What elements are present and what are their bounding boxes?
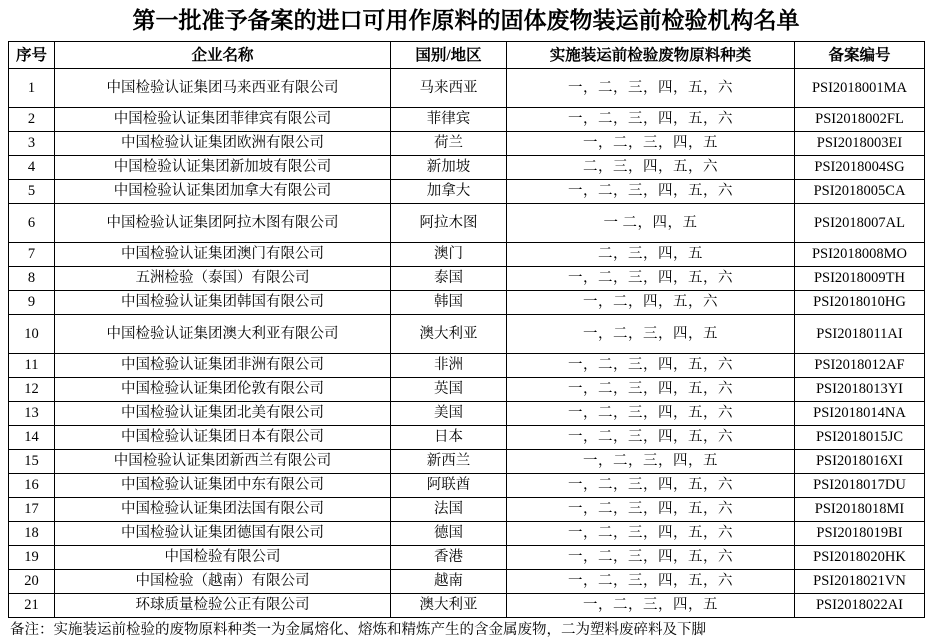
cell-code: PSI2018013YI	[795, 378, 925, 402]
cell-types: 一，二，三，四，五，六	[507, 108, 795, 132]
cell-no: 4	[9, 156, 55, 180]
cell-code: PSI2018019BI	[795, 522, 925, 546]
cell-company: 中国检验认证集团法国有限公司	[55, 498, 391, 522]
cell-types: 一，二，三，四，五，六	[507, 570, 795, 594]
cell-no: 2	[9, 108, 55, 132]
cell-code: PSI2018011AI	[795, 315, 925, 354]
cell-types: 一，二，三，四，五，六	[507, 267, 795, 291]
cell-country: 阿拉木图	[391, 204, 507, 243]
cell-types: 一，二，三，四，五，六	[507, 426, 795, 450]
cell-code: PSI2018009TH	[795, 267, 925, 291]
cell-country: 法国	[391, 498, 507, 522]
cell-company: 中国检验认证集团澳大利亚有限公司	[55, 315, 391, 354]
cell-types: 一，二，四，五，六	[507, 291, 795, 315]
cell-code: PSI2018014NA	[795, 402, 925, 426]
cell-types: 一，二，三，四，五，六	[507, 180, 795, 204]
cell-code: PSI2018003EI	[795, 132, 925, 156]
cell-types: 一，二，三，四，五，六	[507, 354, 795, 378]
cell-company: 中国检验认证集团加拿大有限公司	[55, 180, 391, 204]
cell-code: PSI2018016XI	[795, 450, 925, 474]
column-header-types: 实施装运前检验废物原料种类	[507, 42, 795, 69]
cell-types: 一，二，三，四，五，六	[507, 378, 795, 402]
cell-country: 澳大利亚	[391, 315, 507, 354]
table-row	[9, 132, 925, 156]
cell-no: 16	[9, 474, 55, 498]
cell-company: 中国检验认证集团欧洲有限公司	[55, 132, 391, 156]
cell-no: 14	[9, 426, 55, 450]
cell-company: 中国检验认证集团伦敦有限公司	[55, 378, 391, 402]
cell-country: 澳大利亚	[391, 594, 507, 618]
table-row	[9, 204, 925, 243]
cell-company: 中国检验认证集团中东有限公司	[55, 474, 391, 498]
cell-company: 中国检验认证集团澳门有限公司	[55, 243, 391, 267]
cell-no: 6	[9, 204, 55, 243]
cell-types: 一，二，三，四，五	[507, 315, 795, 354]
cell-country: 加拿大	[391, 180, 507, 204]
cell-no: 20	[9, 570, 55, 594]
cell-no: 7	[9, 243, 55, 267]
cell-country: 菲律宾	[391, 108, 507, 132]
cell-types: 二，三，四，五	[507, 243, 795, 267]
table-row	[9, 426, 925, 450]
cell-no: 9	[9, 291, 55, 315]
cell-no: 5	[9, 180, 55, 204]
cell-country: 美国	[391, 402, 507, 426]
cell-company: 中国检验认证集团新加坡有限公司	[55, 156, 391, 180]
cell-types: 一，二，三，四，五	[507, 450, 795, 474]
inspection-agencies-table	[8, 41, 925, 618]
table-row	[9, 180, 925, 204]
cell-country: 日本	[391, 426, 507, 450]
cell-types: 一，二，三，四，五，六	[507, 402, 795, 426]
cell-types: 一，二，三，四，五，六	[507, 474, 795, 498]
table-row	[9, 354, 925, 378]
cell-company: 五洲检验（泰国）有限公司	[55, 267, 391, 291]
cell-no: 12	[9, 378, 55, 402]
page-title: 第一批准予备案的进口可用作原料的固体废物装运前检验机构名单	[132, 8, 800, 33]
table-row	[9, 69, 925, 108]
cell-code: PSI2018012AF	[795, 354, 925, 378]
cell-no: 21	[9, 594, 55, 618]
cell-company: 中国检验认证集团阿拉木图有限公司	[55, 204, 391, 243]
cell-company: 中国检验（越南）有限公司	[55, 570, 391, 594]
column-header-code: 备案编号	[795, 42, 925, 69]
cell-no: 17	[9, 498, 55, 522]
cell-country: 马来西亚	[391, 69, 507, 108]
cell-no: 15	[9, 450, 55, 474]
cell-types: 一，二，三，四，五	[507, 132, 795, 156]
cell-no: 10	[9, 315, 55, 354]
cell-company: 中国检验认证集团北美有限公司	[55, 402, 391, 426]
cell-country: 新西兰	[391, 450, 507, 474]
column-header-no: 序号	[9, 42, 55, 69]
cell-country: 阿联酋	[391, 474, 507, 498]
table-row	[9, 570, 925, 594]
table-row	[9, 522, 925, 546]
table-row	[9, 450, 925, 474]
cell-country: 香港	[391, 546, 507, 570]
cell-country: 新加坡	[391, 156, 507, 180]
table-row	[9, 156, 925, 180]
cell-code: PSI2018021VN	[795, 570, 925, 594]
table-row	[9, 243, 925, 267]
cell-country: 越南	[391, 570, 507, 594]
cell-code: PSI2018020HK	[795, 546, 925, 570]
cell-code: PSI2018018MI	[795, 498, 925, 522]
cell-company: 中国检验认证集团马来西亚有限公司	[55, 69, 391, 108]
cell-country: 荷兰	[391, 132, 507, 156]
table-row	[9, 402, 925, 426]
cell-code: PSI2018001MA	[795, 69, 925, 108]
cell-code: PSI2018022AI	[795, 594, 925, 618]
table-row	[9, 315, 925, 354]
cell-no: 18	[9, 522, 55, 546]
cell-types: 一，二，三，四，五，六	[507, 522, 795, 546]
cell-code: PSI2018010HG	[795, 291, 925, 315]
cell-country: 英国	[391, 378, 507, 402]
table-row	[9, 474, 925, 498]
cell-no: 11	[9, 354, 55, 378]
table-row	[9, 498, 925, 522]
table-header-row	[9, 42, 925, 69]
cell-company: 中国检验认证集团菲律宾有限公司	[55, 108, 391, 132]
cell-country: 非洲	[391, 354, 507, 378]
cell-code: PSI2018002FL	[795, 108, 925, 132]
cell-code: PSI2018017DU	[795, 474, 925, 498]
cell-no: 1	[9, 69, 55, 108]
cell-code: PSI2018007AL	[795, 204, 925, 243]
table-row	[9, 378, 925, 402]
cell-country: 德国	[391, 522, 507, 546]
cell-company: 中国检验有限公司	[55, 546, 391, 570]
cell-code: PSI2018015JC	[795, 426, 925, 450]
cell-types: 二，三，四，五，六	[507, 156, 795, 180]
cell-no: 8	[9, 267, 55, 291]
cell-code: PSI2018008MO	[795, 243, 925, 267]
table-body	[9, 69, 925, 618]
cell-company: 中国检验认证集团非洲有限公司	[55, 354, 391, 378]
cell-types: 一，二，三，四，五，六	[507, 69, 795, 108]
cell-company: 中国检验认证集团韩国有限公司	[55, 291, 391, 315]
cell-company: 中国检验认证集团日本有限公司	[55, 426, 391, 450]
cell-company: 环球质量检验公正有限公司	[55, 594, 391, 618]
table-row	[9, 108, 925, 132]
cell-company: 中国检验认证集团新西兰有限公司	[55, 450, 391, 474]
cell-country: 澳门	[391, 243, 507, 267]
table-footnote: 备注：实施装运前检验的废物原料种类一为金属熔化、熔炼和精炼产生的含金属废物，二为塑料废碎料及下脚	[10, 622, 706, 638]
table-row	[9, 267, 925, 291]
cell-company: 中国检验认证集团德国有限公司	[55, 522, 391, 546]
cell-country: 韩国	[391, 291, 507, 315]
cell-types: 一，二，三，四，五，六	[507, 546, 795, 570]
cell-no: 13	[9, 402, 55, 426]
cell-types: 一 二，四，五	[507, 204, 795, 243]
table-row	[9, 291, 925, 315]
column-header-country: 国别/地区	[391, 42, 507, 69]
cell-code: PSI2018005CA	[795, 180, 925, 204]
table-row	[9, 546, 925, 570]
cell-types: 一，二，三，四，五，六	[507, 498, 795, 522]
column-header-company: 企业名称	[55, 42, 391, 69]
cell-no: 3	[9, 132, 55, 156]
cell-code: PSI2018004SG	[795, 156, 925, 180]
table-row	[9, 594, 925, 618]
cell-no: 19	[9, 546, 55, 570]
cell-country: 泰国	[391, 267, 507, 291]
cell-types: 一，二，三，四，五	[507, 594, 795, 618]
table-header	[9, 42, 925, 69]
